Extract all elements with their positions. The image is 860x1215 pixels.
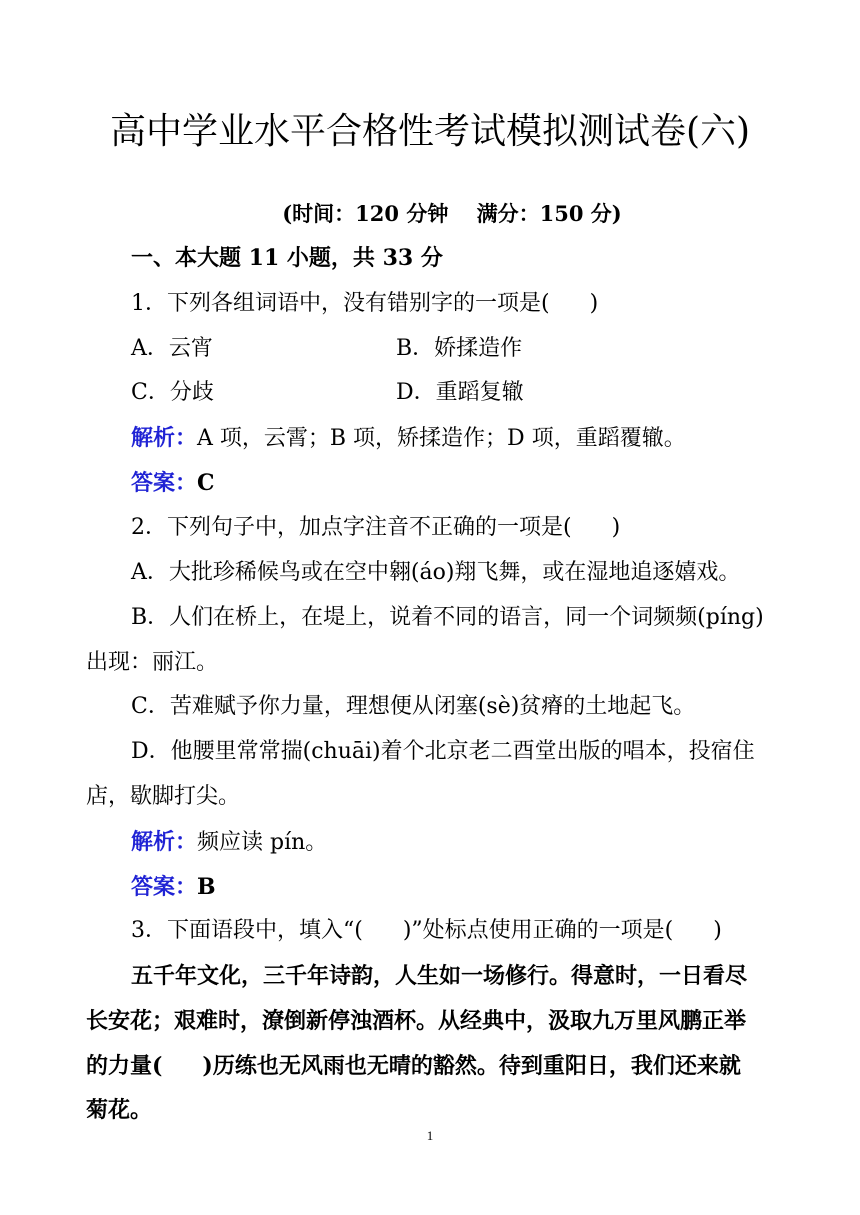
answer-label: 答案：: [131, 470, 198, 496]
exam-info: (时间：120 分钟 满分：150 分): [282, 201, 622, 226]
question-2-option-a: A．大批珍稀候鸟或在空中翱(áo)翔飞舞，或在湿地追逐嬉戏。: [131, 560, 741, 585]
analysis-label: 解析：: [131, 829, 198, 855]
section-heading: 一、本大题 11 小题，共 33 分: [131, 245, 443, 271]
answer-text: B: [197, 874, 216, 900]
question-2-option-b-cont: 出现：丽江。: [86, 650, 219, 675]
question-3-text-b: )”处标点使用正确的一项是(: [402, 918, 674, 943]
question-2-analysis: [131, 827, 327, 858]
option-c: C．分歧: [131, 380, 214, 405]
question-2-option-d: D．他腰里常常揣(chuāi)着个北京老二酉堂出版的唱本，投宿住: [131, 739, 755, 764]
passage-line-3-b: )历练也无风雨也无晴的豁然。待到重阳日，我们还来就: [202, 1053, 741, 1079]
option-a: A．云宵: [131, 336, 213, 361]
question-3-stem: [131, 916, 722, 946]
question-2-option-d-cont: 店，歇脚打尖。: [86, 784, 241, 809]
passage-line-3: [86, 1051, 741, 1081]
analysis-label: 解析：: [131, 425, 198, 451]
question-3-paren-close: ): [713, 918, 722, 943]
question-1-analysis: [131, 423, 686, 454]
question-2-option-b: B．人们在桥上，在堤上，说着不同的语言，同一个词频频(píng): [131, 605, 764, 630]
question-3-text-a: 3．下面语段中，填入“(: [131, 918, 363, 943]
question-1-paren-close: ): [589, 291, 599, 316]
passage-line-3-a: 的力量(: [86, 1053, 163, 1079]
question-1-options-row-2: [131, 378, 524, 408]
question-2-paren-close: ): [611, 515, 621, 540]
question-1-stem: [131, 289, 598, 319]
passage-line-2: 长安花；艰难时，潦倒新停浊酒杯。从经典中，汲取九万里风鹏正举: [86, 1008, 747, 1034]
analysis-text: A 项，云霄；B 项，矫揉造作；D 项，重蹈覆辙。: [197, 426, 686, 451]
answer-label: 答案：: [131, 874, 198, 900]
option-b: B．娇揉造作: [396, 336, 523, 361]
question-2-text: 2．下列句子中，加点字注音不正确的一项是(: [131, 515, 572, 540]
analysis-text: 频应读 pín。: [197, 830, 328, 855]
option-d: D．重蹈复辙: [396, 380, 524, 405]
question-2-option-c: C．苦难赋予你力量，理想便从闭塞(sè)贫瘠的土地起飞。: [131, 694, 696, 719]
question-1-answer: [131, 468, 215, 499]
question-1-options-row-1: [131, 334, 523, 364]
passage-line-1: 五千年文化，三千年诗韵，人生如一场修行。得意时，一日看尽: [131, 963, 748, 989]
question-1-text: 1．下列各组词语中，没有错别字的一项是(: [131, 291, 550, 316]
answer-text: C: [197, 470, 215, 496]
question-2-stem: [131, 513, 620, 543]
passage-line-4: 菊花。: [86, 1097, 153, 1123]
page-number: 1: [426, 1128, 434, 1143]
question-2-answer: [131, 872, 216, 903]
page-title: 高中学业水平合格性考试模拟测试卷(六): [109, 111, 751, 152]
